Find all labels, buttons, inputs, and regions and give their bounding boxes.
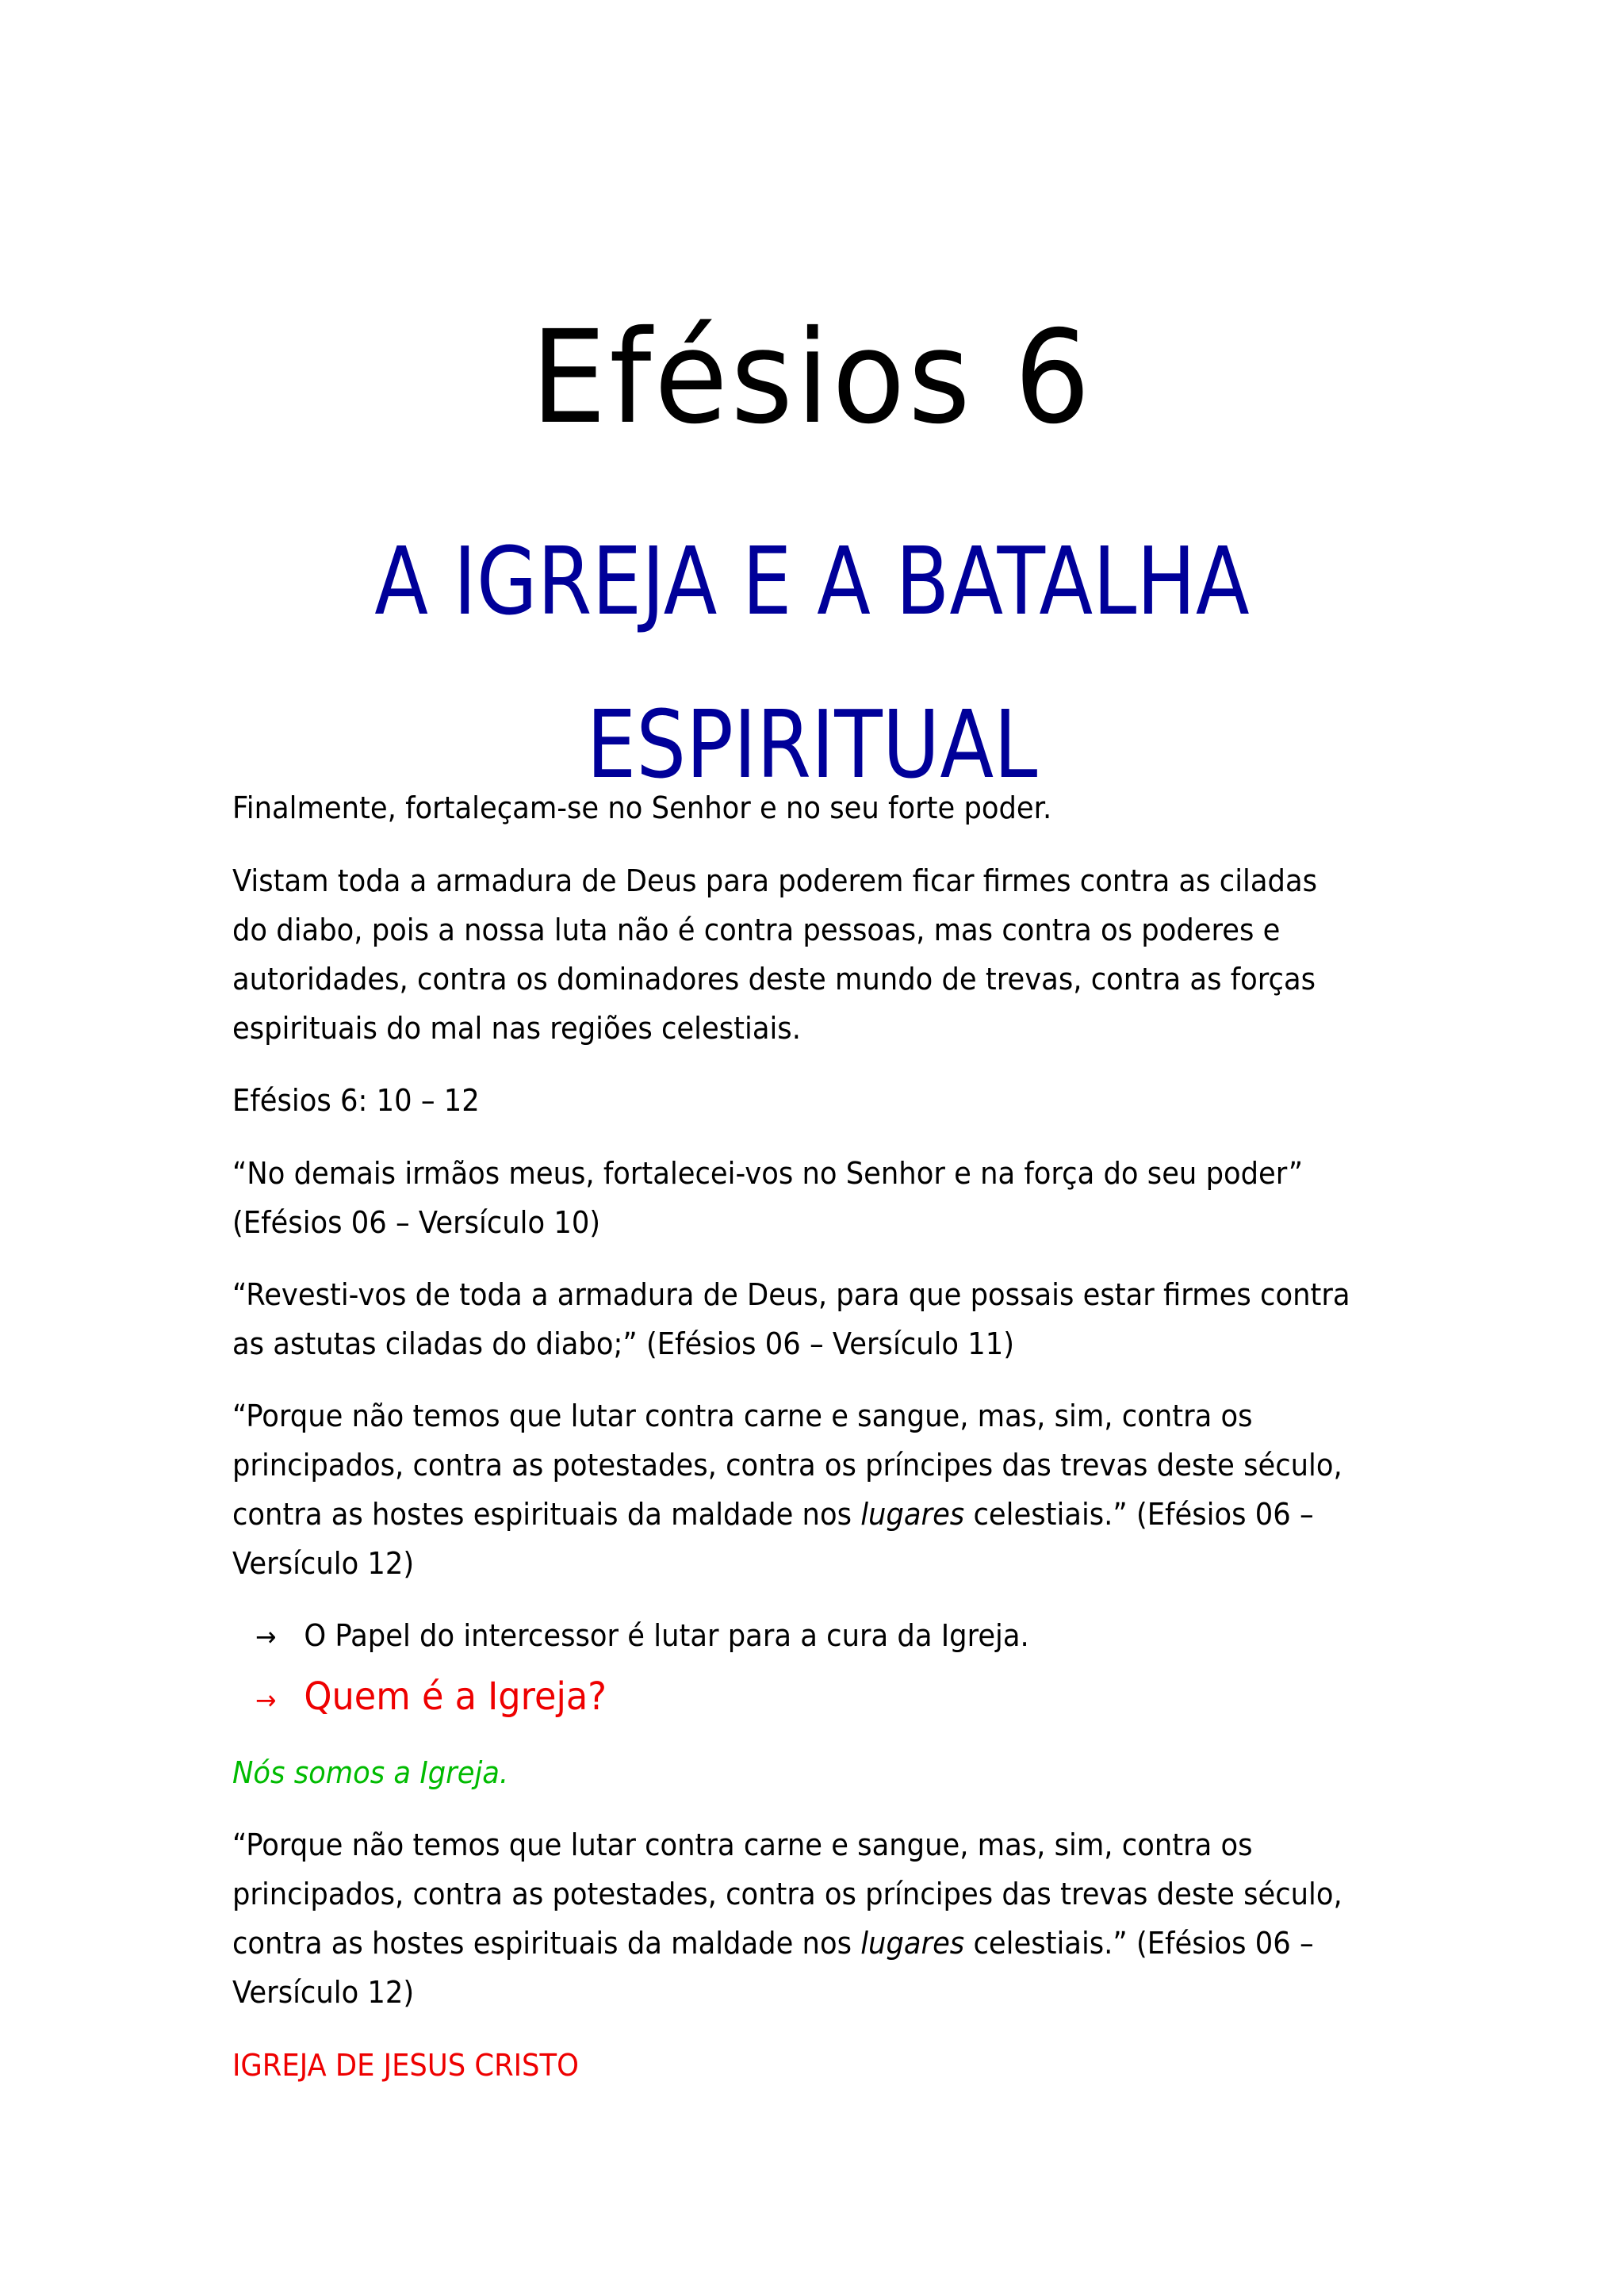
arrow-right-icon: → [255, 1685, 277, 1716]
verse-12-repeat-line: Versículo 12) [232, 1975, 415, 2010]
verse-12-line: principados, contra as potestades, contra os príncipes das trevas deste século, [232, 1448, 1342, 1483]
bullet-item-question [255, 1673, 607, 1724]
closing-heading: IGREJA DE JESUS CRISTO [232, 2048, 579, 2083]
verse-11-line: “Revesti-vos de toda a armadura de Deus, para que possais estar firmes contra [232, 1277, 1350, 1312]
verse-12-repeat-line [232, 1923, 1314, 1963]
answer-text: Nós somos a Igreja. [232, 1755, 509, 1790]
verse-12-text: celestiais.” (Efésios 06 – [964, 1497, 1314, 1532]
armor-paragraph-line: Vistam toda a armadura de Deus para poderem ficar firmes contra as ciladas [232, 863, 1318, 898]
verse-12-text: celestiais.” (Efésios 06 – [964, 1926, 1314, 1961]
verse-10-line: “No demais irmãos meus, fortalecei-vos no Senhor e na força do seu poder” [232, 1156, 1304, 1191]
verse-12-italic-word: lugares [860, 1497, 965, 1532]
verse-12-repeat-line: “Porque não temos que lutar contra carne e sangue, mas, sim, contra os [232, 1827, 1253, 1862]
verse-12-line [232, 1494, 1314, 1534]
page-title: Efésios 6 [530, 303, 1094, 453]
scripture-reference: Efésios 6: 10 – 12 [232, 1083, 480, 1118]
armor-paragraph-line: espirituais do mal nas regiões celestiais. [232, 1011, 801, 1046]
verse-12-repeat-line: principados, contra as potestades, contra os príncipes das trevas deste século, [232, 1877, 1342, 1911]
verse-12-line: Versículo 12) [232, 1546, 415, 1581]
subtitle-line-2: ESPIRITUAL [586, 689, 1038, 799]
arrow-right-icon: → [255, 1621, 277, 1653]
verse-12-line: “Porque não temos que lutar contra carne e sangue, mas, sim, contra os [232, 1399, 1253, 1433]
verse-12-text: contra as hostes espirituais da maldade nos [232, 1926, 861, 1961]
armor-paragraph-line: autoridades, contra os dominadores deste mundo de trevas, contra as forças [232, 962, 1316, 997]
subtitle-line-1: A IGREJA E A BATALHA [374, 526, 1250, 636]
verse-12-text: contra as hostes espirituais da maldade nos [232, 1497, 861, 1532]
armor-paragraph-line: do diabo, pois a nossa luta não é contra pessoas, mas contra os poderes e [232, 913, 1281, 947]
verse-10-line: (Efésios 06 – Versículo 10) [232, 1205, 601, 1240]
bullet-question-text: Quem é a Igreja? [304, 1674, 607, 1719]
intro-paragraph: Finalmente, fortaleçam-se no Senhor e no seu forte poder. [232, 790, 1052, 825]
bullet-text: O Papel do intercessor é lutar para a cura da Igreja. [304, 1618, 1029, 1653]
verse-12-italic-word: lugares [860, 1926, 965, 1961]
bullet-item [255, 1616, 1029, 1657]
verse-11-line: as astutas ciladas do diabo;” (Efésios 06 – Versículo 11) [232, 1326, 1015, 1361]
